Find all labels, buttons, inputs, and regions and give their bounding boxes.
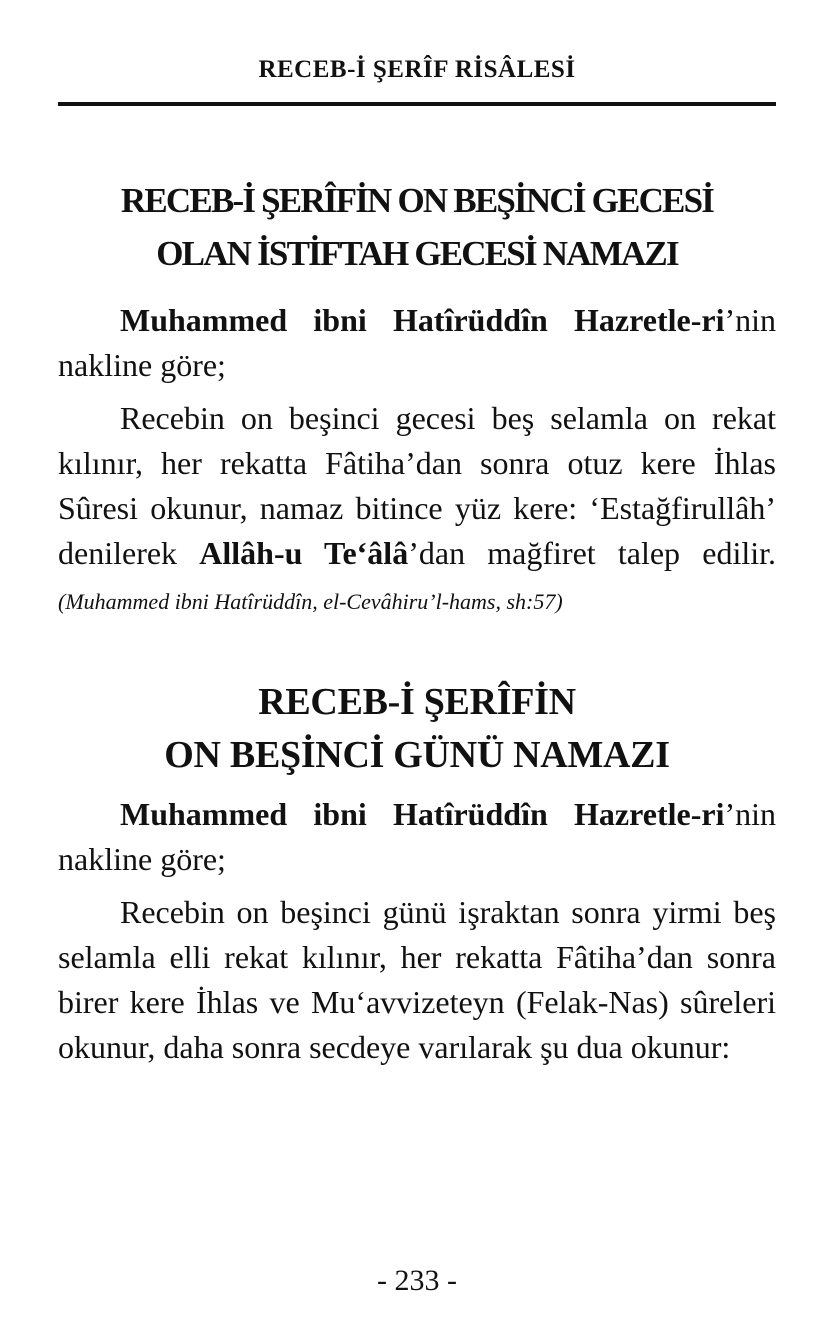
section2-intro-author: Muhammed ibni Hatîrüddîn Hazretle-ri — [120, 796, 725, 832]
section2-body-text: Recebin on beşinci günü işraktan sonra yirmi beş selamla elli rekat kılınır, her rekatta Fâtiha’dan sonra birer kere İhlas ve Mu‘avvizeteyn (Felak-Nas) sûreleri okunur, daha sonra secdeye varılarak şu dua okunur: — [58, 894, 776, 1065]
section1-citation: (Muhammed ibni Hatîrüddîn, el-Cevâhiru’l-hams, sh:57) — [58, 589, 563, 614]
running-header: RECEB-İ ŞERÎF RİSÂLESİ — [258, 56, 576, 83]
page-number: - 233 - — [377, 1264, 457, 1297]
section1-body-part1: Recebin on beşinci gecesi beş selamla on rekat kılınır, her rekatta Fâtiha’dan sonra otuz kere İhlas Sûresi okunur, namaz bitince yüz kere: ‘Estağfirullâh’ denilerek — [58, 400, 776, 571]
section2-title-line2: ON BEŞİNCİ GÜNÜ NAMAZI — [164, 734, 670, 776]
book-page — [58, 0, 776, 1324]
section1-body — [58, 396, 776, 624]
section1-body-bold: Allâh-u Te‘âlâ — [199, 535, 409, 571]
section2-title — [58, 676, 776, 782]
section1-body-part2: ’dan mağfiret talep edilir. — [408, 535, 777, 571]
section1-title-line2: OLAN İSTİFTAH GECESİ NAMAZI — [156, 234, 678, 273]
section1-intro — [58, 298, 776, 388]
header-rule — [58, 102, 776, 106]
section2-intro — [58, 792, 776, 882]
section2-title-line1: RECEB-İ ŞERÎFİN — [258, 681, 576, 723]
section1-intro-author: Muhammed ibni Hatîrüddîn Hazretle-ri — [120, 302, 725, 338]
section2-intro-rest: ’nin nakline göre; — [58, 796, 776, 877]
section1-intro-rest: ’nin nakline göre; — [58, 302, 776, 383]
section2-body — [58, 890, 776, 1070]
section1-title-line1: RECEB-İ ŞERÎFİN ON BEŞİNCİ GECESİ — [120, 181, 714, 220]
section1-title — [58, 174, 776, 280]
